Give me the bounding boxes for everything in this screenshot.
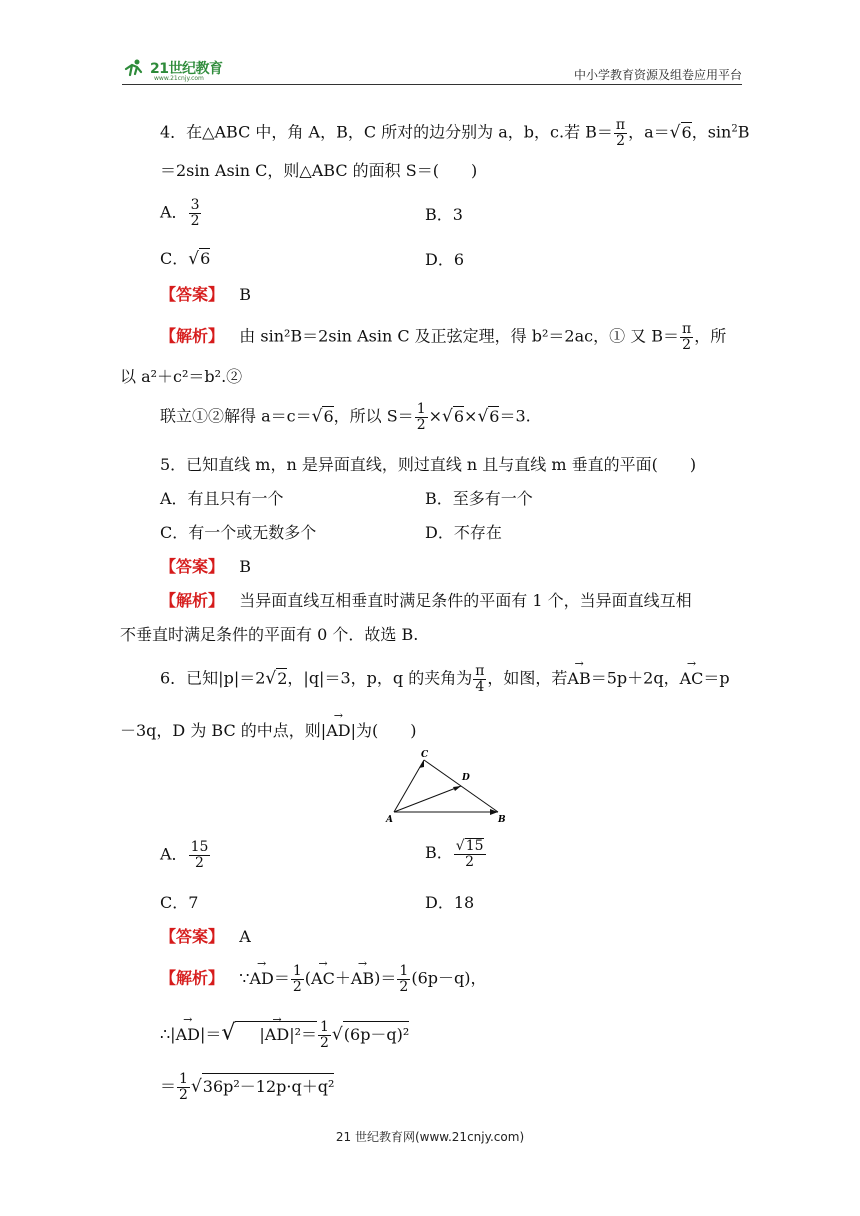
runner-logo-icon — [122, 59, 146, 77]
header-divider — [122, 84, 742, 85]
label-d: D — [462, 773, 470, 783]
platform-title: 中小学教育资源及组卷应用平台 — [573, 68, 742, 82]
logo-text: 21世纪教育 — [150, 61, 223, 77]
q6-analysis-line2: ∴|→ AD|＝√ |→ AD|²＝ $\frac{1}{2}$ √(6p－q)² — [160, 1020, 409, 1050]
q4-option-b: B．3 — [425, 205, 463, 224]
q6-answer: 【答案】 A — [160, 927, 251, 946]
q6-analysis-line3: ＝ $\frac{1}{2}$ √36p²－12p·q＋q² — [160, 1071, 335, 1103]
label-c: C — [421, 750, 429, 760]
triangle-figure — [384, 746, 514, 826]
q4-stem-line2: ＝2sin Asin C，则△ABC 的面积 S＝( ) — [160, 161, 478, 180]
q4-option-d: D．6 — [425, 250, 465, 269]
q5-answer: 【答案】 B — [160, 557, 252, 576]
q4-analysis-line1: 【解析】 由 sin²B＝2sin Asin C 及正弦定理，得 b²＝2ac，① 又 B＝ $\frac{\pi}{2}$ ，所 — [160, 321, 727, 353]
label-b: B — [498, 815, 506, 825]
q4-option-c: C．√6 — [160, 249, 211, 269]
page-footer: 21 世纪教育网(www.21cnjy.com) — [335, 1130, 525, 1144]
label-a: A — [386, 815, 393, 825]
q5-option-c: C．有一个或无数多个 — [160, 523, 317, 542]
logo-url: www.21cnjy.com — [154, 75, 204, 82]
q6-analysis-line1: 【解析】 ∵→ AD＝ $\frac{1}{2}$ (→ AC＋→ AB)＝ $\frac{1}{2}$ (6p－q)， — [160, 964, 487, 994]
q4-analysis-line3: 联立①②解得 a＝c＝√6，所以 S＝ $\frac{1}{2}$ ×√6×√6＝3. — [160, 401, 531, 433]
q6-stem-line1: 6．已知|p|＝2√2，|q|＝3，p，q 的夹角为 $\frac{\pi}{4}$ ，如图，若→ AB＝5p＋2q，→ AC＝p — [160, 664, 730, 694]
q5-option-b: B．至多有一个 — [425, 489, 533, 508]
q5-option-a: A．有且只有一个 — [160, 489, 284, 508]
q6-option-a: A． $\frac{15}{2}$ — [160, 839, 209, 871]
q4-stem-line1: 4．在△ABC 中，角 A，B，C 所对的边分别为 a，b，c.若 B＝ $\frac{\pi}{2}$ ，a＝√6，$\sin^2B$ — [160, 117, 750, 149]
q5-analysis-line1: 【解析】 当异面直线互相垂直时满足条件的平面有 1 个，当异面直线互相 — [160, 591, 692, 610]
q6-option-d: D．18 — [425, 893, 475, 912]
q5-stem: 5．已知直线 m，n 是异面直线，则过直线 n 且与直线 m 垂直的平面( ) — [160, 455, 697, 474]
q4-option-a: A． $\frac{3}{2}$ — [160, 197, 200, 229]
q4-analysis-line2: 以 a²＋c²＝b².② — [120, 367, 243, 386]
q5-option-d: D．不存在 — [425, 523, 502, 542]
q4-answer: 【答案】 B — [160, 285, 252, 304]
q5-analysis-line2: 不垂直时满足条件的平面有 0 个．故选 B. — [120, 625, 419, 644]
q6-stem-line2: －3q，D 为 BC 的中点，则|→ AD|为( ) — [120, 718, 416, 741]
q6-option-c: C．7 — [160, 893, 199, 912]
q6-option-b: B． $\frac{√15}{2}$ — [425, 838, 484, 870]
